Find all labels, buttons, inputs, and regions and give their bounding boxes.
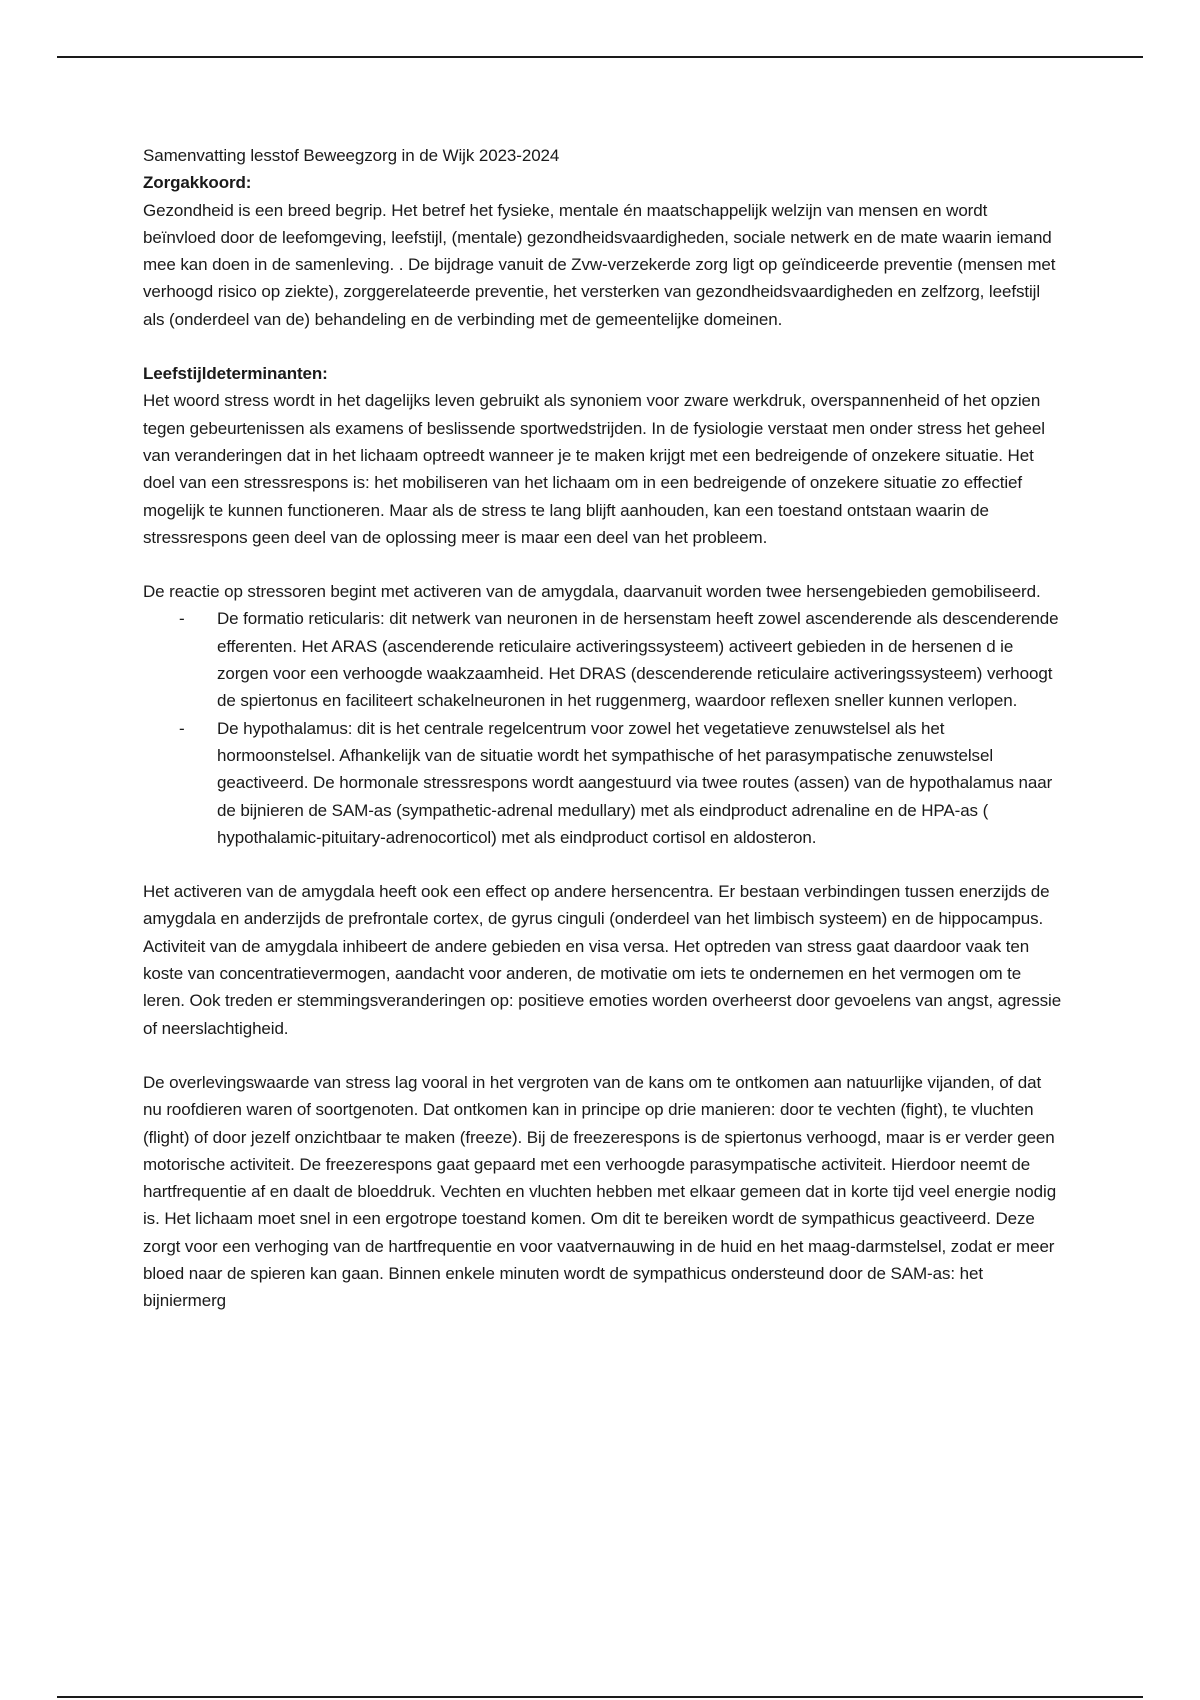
paragraph-reaction-intro: De reactie op stressoren begint met activeren van de amygdala, daarvanuit worden twee hersengebieden gemobiliseerd. bbox=[143, 582, 1041, 602]
bullet-list-brain-areas bbox=[143, 605, 1063, 851]
page-top-rule bbox=[57, 56, 1143, 58]
bullet-dash: - bbox=[179, 718, 185, 738]
document-title: Samenvatting lesstof Beweegzorg in de Wijk 2023-2024 bbox=[143, 146, 560, 165]
paragraph-stress-definition: Het woord stress wordt in het dagelijks leven gebruikt als synoniem voor zware werkdruk, overspannenheid of het opzien tegen gebeurtenissen als examens of beslissende sportwedstrijden. In de fysiologie verstaat men onder stress het geheel van veranderingen dat in het lichaam optreedt wanneer je te maken krijgt met een bedreigende of onzekere situatie. Het doel van een stressrespons is: het mobiliseren van het lichaam om in een bedreigende of onzekere situatie zo effectief mogelijk te kunnen functioneren. Maar als de stress te lang blijft aanhouden, kan een toestand ontstaan waarin de stressrespons geen deel van de oplossing meer is maar een deel van het probleem. bbox=[143, 391, 1045, 547]
document-body bbox=[143, 142, 1063, 1315]
paragraph-zorgakkoord: Gezondheid is een breed begrip. Het betref het fysieke, mentale én maatschappelijk welzijn van mensen en wordt beïnvloed door de leefomgeving, leefstijl, (mentale) gezondheidsvaardigheden, sociale netwerk en de mate waarin iemand mee kan doen in de samenleving. . De bijdrage vanuit de Zvw-verzekerde zorg ligt op geïndiceerde preventie (mensen met verhoogd risico op ziekte), zorggerelateerde preventie, het versterken van gezondheidsvaardigheden en zelfzorg, leefstijl als (onderdeel van de) behandeling en de verbinding met de gemeentelijke domeinen. bbox=[143, 200, 1056, 329]
section-heading-leefstijldeterminanten: Leefstijldeterminanten: bbox=[143, 364, 328, 384]
list-item bbox=[143, 715, 1063, 851]
bullet-dash: - bbox=[179, 609, 185, 629]
paragraph-amygdala: Het activeren van de amygdala heeft ook een effect op andere hersencentra. Er bestaan verbindingen tussen enerzijds de amygdala en anderzijds de prefrontale cortex, de gyrus cinguli (onderdeel van het limbisch systeem) en de hippocampus. Activiteit van de amygdala inhibeert de andere gebieden en visa versa. Het optreden van stress gaat daardoor vaak ten koste van concentratievermogen, aandacht voor anderen, de motivatie om iets te ondernemen en het vermogen om te leren. Ook treden er stemmingsveranderingen op: positieve emoties worden overheerst door gevoelens van angst, agressie of neerslachtigheid. bbox=[143, 882, 1062, 1038]
bullet-text-formatio-reticularis: De formatio reticularis: dit netwerk van neuronen in de hersenstam heeft zowel ascenderende als descenderende efferenten. Het ARAS (ascenderende reticulaire activeringssysteem) activeert gebieden in de hersenen d ie zorgen voor een verhoogde waakzaamheid. Het DRAS (descenderende reticulaire activeringssysteem) verhoogt de spiertonus en faciliteert schakelneuronen in het ruggenmerg, waardoor reflexen sneller kunnen verlopen. bbox=[217, 609, 1059, 711]
list-item bbox=[143, 605, 1063, 714]
section-heading-zorgakkoord: Zorgakkoord: bbox=[143, 173, 252, 193]
paragraph-survival-value: De overlevingswaarde van stress lag vooral in het vergroten van de kans om te ontkomen aan natuurlijke vijanden, of dat nu roofdieren waren of soortgenoten. Dat ontkomen kan in principe op drie manieren: door te vechten (fight), te vluchten (flight) of door jezelf onzichtbaar te maken (freeze). Bij de freezerespons is de spiertonus verhoogd, maar is er verder geen motorische activiteit. De freezerespons gaat gepaard met een verhoogde parasympatische activiteit. Hierdoor neemt de hartfrequentie af en daalt de bloeddruk. Vechten en vluchten hebben met elkaar gemeen dat in korte tijd veel energie nodig is. Het lichaam moet snel in een ergotrope toestand komen. Om dit te bereiken wordt de sympathicus geactiveerd. Deze zorgt voor een verhoging van de hartfrequentie en voor vaatvernauwing in de huid en het maag-darmstelsel, zodat er meer bloed naar de spieren kan gaan. Binnen enkele minuten wordt de sympathicus ondersteund door de SAM-as: het bijniermerg bbox=[143, 1072, 1057, 1311]
bullet-text-hypothalamus: De hypothalamus: dit is het centrale regelcentrum voor zowel het vegetatieve zenuwstelsel als het hormoonstelsel. Afhankelijk van de situatie wordt het sympathische of het parasympatische zenuwstelsel geactiveerd. De hormonale stressrespons wordt aangestuurd via twee routes (assen) van de hypothalamus naar de bijnieren de SAM-as (sympathetic-adrenal medullary) met als eindproduct adrenaline en de HPA-as ( hypothalamic-pituitary-adrenocorticol) met als eindproduct cortisol en aldosteron. bbox=[217, 718, 1053, 847]
page-bottom-rule bbox=[57, 1696, 1143, 1698]
